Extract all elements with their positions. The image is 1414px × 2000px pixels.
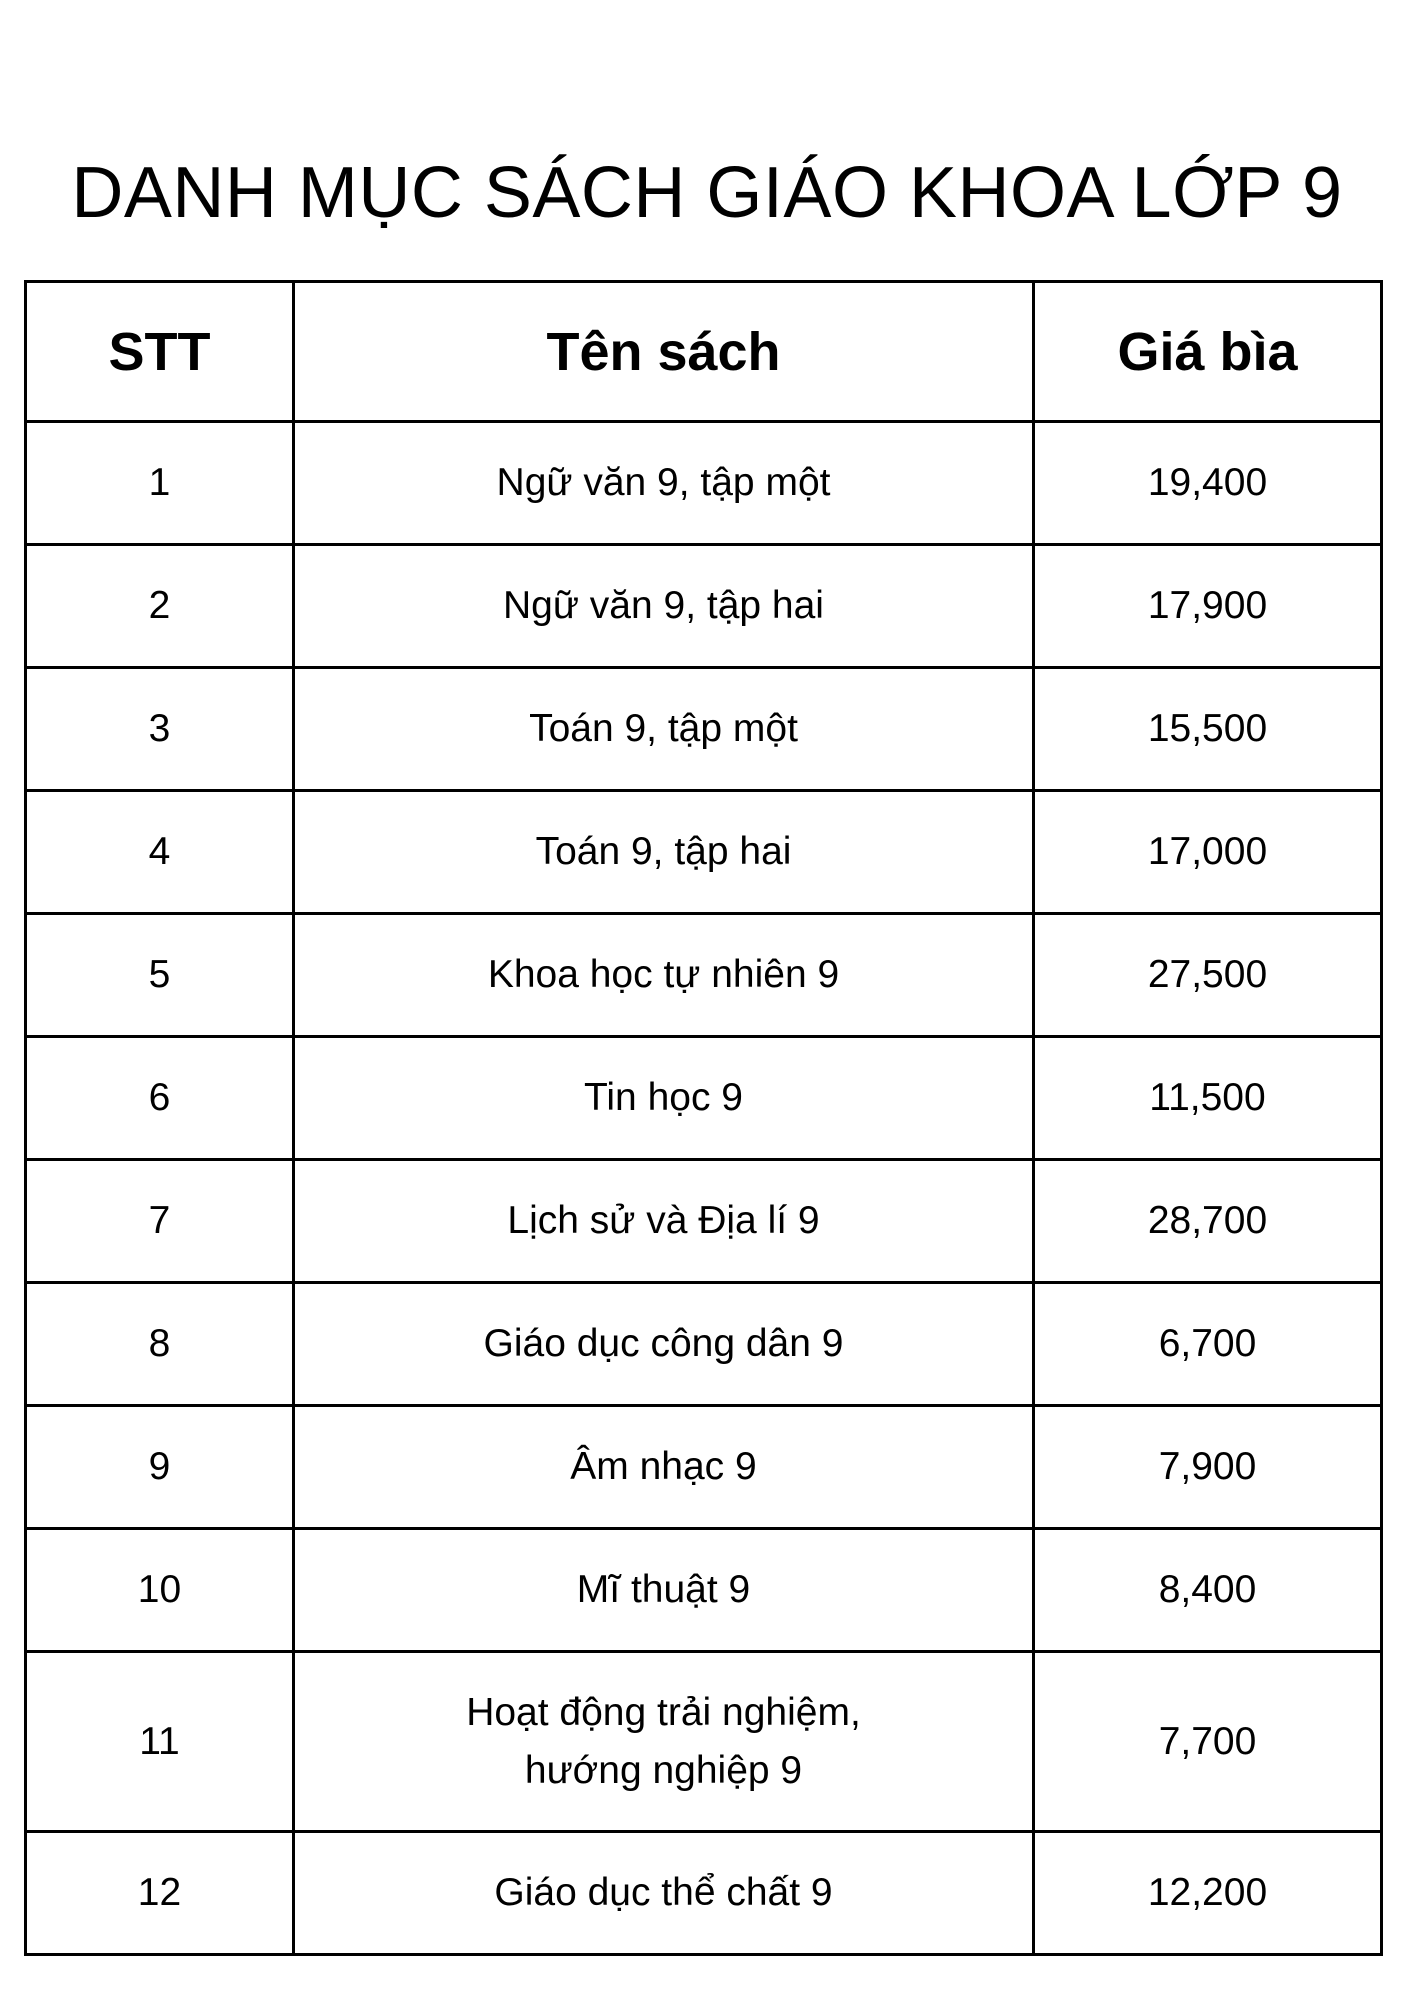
row-price: 19,400	[1034, 422, 1382, 545]
table-row	[26, 422, 1382, 545]
row-book-name: Giáo dục công dân 9	[294, 1283, 1034, 1406]
row-price: 28,700	[1034, 1160, 1382, 1283]
row-stt: 8	[26, 1283, 294, 1406]
row-book-name: Khoa học tự nhiên 9	[294, 914, 1034, 1037]
header-book-name: Tên sách	[294, 282, 1034, 422]
table-row	[26, 1406, 1382, 1529]
row-book-name: Ngữ văn 9, tập một	[294, 422, 1034, 545]
row-book-name-line2: hướng nghiệp 9	[524, 1748, 803, 1792]
row-price: 27,500	[1034, 914, 1382, 1037]
row-stt: 11	[26, 1652, 294, 1832]
row-book-name: Giáo dục thể chất 9	[294, 1832, 1034, 1955]
row-book-name-line1: Hoạt động trải nghiệm,	[466, 1690, 861, 1734]
row-stt: 7	[26, 1160, 294, 1283]
row-price: 8,400	[1034, 1529, 1382, 1652]
row-stt: 6	[26, 1037, 294, 1160]
table-row	[26, 1283, 1382, 1406]
table-row	[26, 1037, 1382, 1160]
textbook-table	[24, 280, 1383, 1956]
row-book-name: Lịch sử và Địa lí 9	[294, 1160, 1034, 1283]
row-book-name: Toán 9, tập một	[294, 668, 1034, 791]
table-row	[26, 1160, 1382, 1283]
row-stt: 2	[26, 545, 294, 668]
table-row	[26, 1529, 1382, 1652]
row-price: 7,700	[1034, 1652, 1382, 1832]
row-price: 11,500	[1034, 1037, 1382, 1160]
row-stt: 3	[26, 668, 294, 791]
row-book-name: Toán 9, tập hai	[294, 791, 1034, 914]
page-title: DANH MỤC SÁCH GIÁO KHOA LỚP 9	[71, 153, 1343, 233]
row-price: 6,700	[1034, 1283, 1382, 1406]
row-price: 7,900	[1034, 1406, 1382, 1529]
header-price: Giá bìa	[1034, 282, 1382, 422]
table-row	[26, 914, 1382, 1037]
row-book-name: Ngữ văn 9, tập hai	[294, 545, 1034, 668]
row-stt: 4	[26, 791, 294, 914]
row-stt: 5	[26, 914, 294, 1037]
row-stt: 12	[26, 1832, 294, 1955]
table-row	[26, 791, 1382, 914]
row-price: 17,900	[1034, 545, 1382, 668]
table-row	[26, 668, 1382, 791]
row-stt: 10	[26, 1529, 294, 1652]
header-stt: STT	[26, 282, 294, 422]
row-price: 17,000	[1034, 791, 1382, 914]
row-book-name: Mĩ thuật 9	[294, 1529, 1034, 1652]
table-row	[26, 1652, 1382, 1832]
row-book-name	[294, 1652, 1034, 1832]
table-row	[26, 545, 1382, 668]
table-row	[26, 1832, 1382, 1955]
row-stt: 1	[26, 422, 294, 545]
table-header-row	[26, 282, 1382, 422]
row-book-name: Âm nhạc 9	[294, 1406, 1034, 1529]
row-price: 12,200	[1034, 1832, 1382, 1955]
row-stt: 9	[26, 1406, 294, 1529]
row-price: 15,500	[1034, 668, 1382, 791]
row-book-name: Tin học 9	[294, 1037, 1034, 1160]
